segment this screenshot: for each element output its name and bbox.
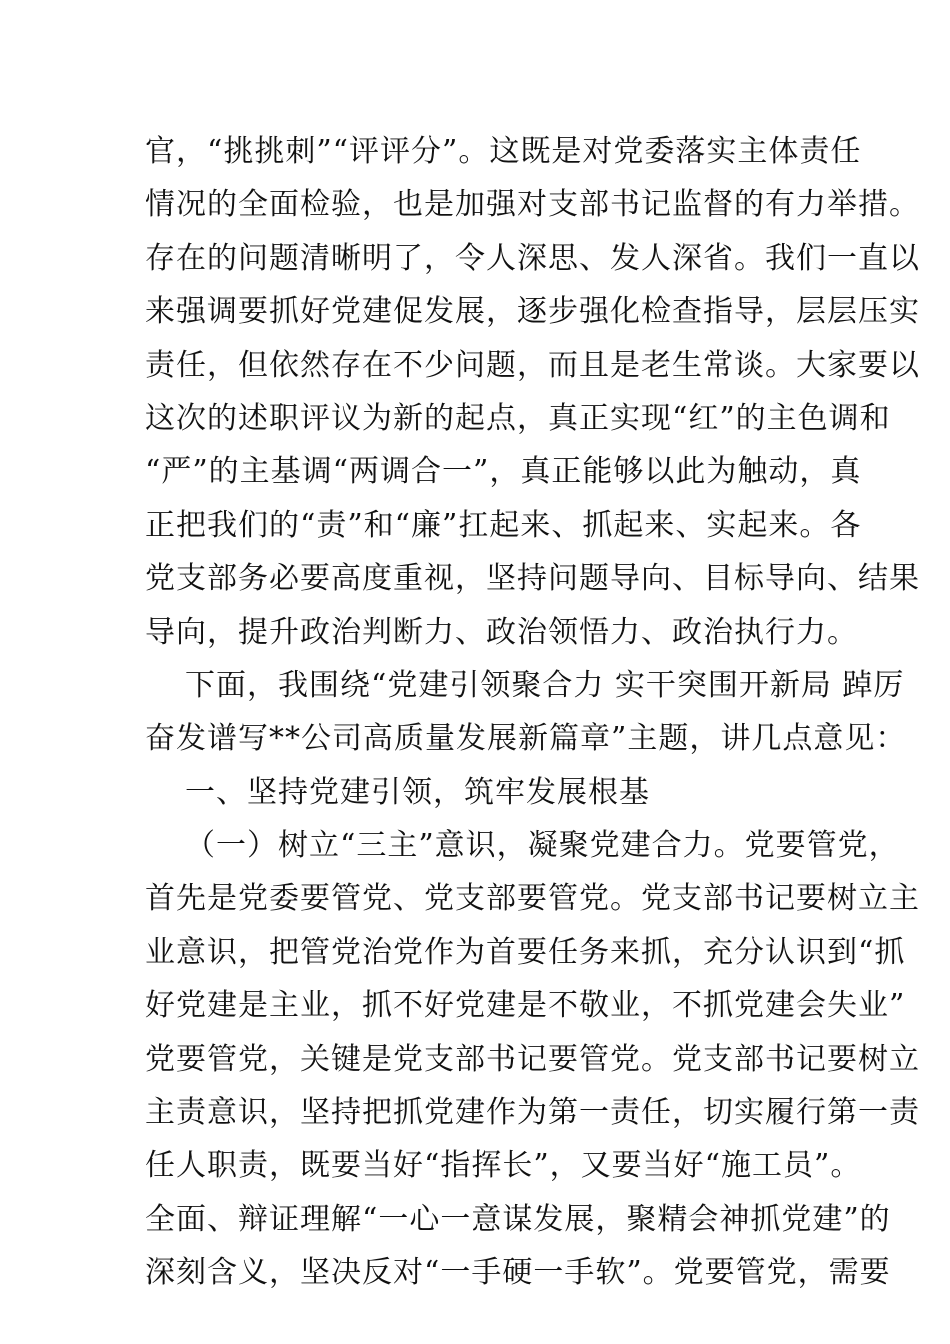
paragraph-line: 这次的述职评议为新的起点，真正实现“红”的主色调和 (145, 400, 891, 436)
paragraph-line: 奋发谱写**公司高质量发展新篇章”主题，讲几点意见： (145, 721, 907, 757)
paragraph-line: 党支部务必要高度重视，坚持问题导向、目标导向、结果 (145, 561, 920, 597)
paragraph-line: 正把我们的“责”和“廉”扛起来、抓起来、实起来。各 (145, 507, 862, 543)
paragraph-line: 情况的全面检验，也是加强对支部书记监督的有力举措。 (145, 187, 920, 223)
paragraph-line: 导向，提升政治判断力、政治领悟力、政治执行力。 (145, 614, 858, 650)
paragraph-line: 好党建是主业，抓不好党建是不敬业，不抓党建会失业” (145, 988, 906, 1024)
paragraph-line: 任人职责，既要当好“指挥长”，又要当好“施工员”。 (145, 1148, 862, 1184)
paragraph-line: 深刻含义，坚决反对“一手硬一手软”。党要管党，需要 (145, 1255, 891, 1291)
paragraph-line: 全面、辩证理解“一心一意谋发展，聚精会神抓党建”的 (145, 1201, 891, 1237)
paragraph-line: “严”的主基调“两调合一”，真正能够以此为触动，真 (145, 454, 862, 490)
section-heading: 一、坚持党建引领，筑牢发展根基 (185, 774, 650, 810)
paragraph-line: 责任，但依然存在不少问题，而且是老生常谈。大家要以 (145, 347, 920, 383)
subsection-heading-line: （一）树立“三主”意识，凝聚党建合力。党要管党， (185, 828, 900, 864)
document-page (145, 125, 920, 1300)
paragraph-line: 业意识，把管党治党作为首要任务来抓，充分认识到“抓 (145, 934, 906, 970)
paragraph-line: 官，“挑挑刺”“评评分”。这既是对党委落实主体责任 (145, 134, 862, 169)
paragraph-line: 主责意识，坚持把抓党建作为第一责任，切实履行第一责 (145, 1095, 920, 1131)
paragraph-line: 下面，我围绕“党建引领聚合力 实干突围开新局 踔厉 (185, 667, 905, 703)
paragraph-line: 首先是党委要管党、党支部要管党。党支部书记要树立主 (145, 881, 920, 917)
paragraph-line: 来强调要抓好党建促发展，逐步强化检查指导，层层压实 (145, 294, 920, 330)
paragraph-line: 党要管党，关键是党支部书记要管党。党支部书记要树立 (145, 1041, 920, 1077)
paragraph-line: 存在的问题清晰明了，令人深思、发人深省。我们一直以 (145, 240, 920, 276)
